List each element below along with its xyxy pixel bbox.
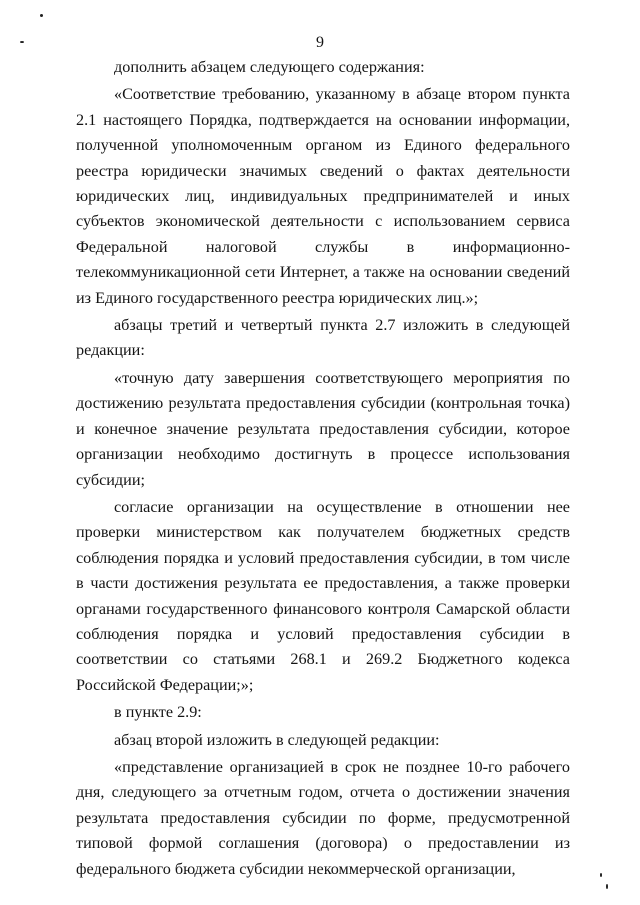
paragraph: абзац второй изложить в следующей редакции: [114,730,440,749]
paragraph: «Соответствие требованию, указанному в абзаце втором пункта 2.1 настоящего Порядка, подтверждается на основании информации, полученной уполномоченным органом из Единого федерального реестра юридически значимых сведений о фактах деятельности юридических лиц, индивидуальных предпринимателей и иных субъектов экономической деятельности с использованием сервиса Федеральной налоговой службы в информационно-телекоммуникационной сети Интернет, а также на основании сведений из Единого государственного реестра юридических лиц.»; [76,85,570,307]
paragraph: «представление организацией в срок не позднее 10-го рабочего дня, следующего за отчетным годом, отчета о достижении значения результата предоставления субсидии по форме, предусмотренной типовой формой соглашения (договора) о предоставлении из федерального бюджета субсидии некоммерческой организации, [76,757,570,878]
scan-speck [40,14,43,17]
page-number: 9 [316,34,324,51]
paragraph: дополнить абзацем следующего содержания: [114,58,425,76]
paragraph: в пункте 2.9: [114,703,202,722]
paragraph: абзацы третий и четвертый пункта 2.7 изложить в следующей редакции: [76,316,570,360]
scan-speck [606,884,608,889]
paragraph: «точную дату завершения соответствующего мероприятия по достижению результата предоставления субсидии (контрольная точка) и конечное значение результата предоставления субсидии, которое организации необходимо достигнуть в процессе использования субсидии; [76,368,570,489]
scan-speck [600,873,602,877]
document-body [76,55,570,882]
paragraph: согласие организации на осуществление в отношении нее проверки министерством как получателем бюджетных средств соблюдения порядка и условий предоставления субсидии, в том числе в части достижения результата ее предоставления, а также проверки органами государственного финансового контроля Самарской области соблюдения порядка и условий предоставления субсидии в соответствии со статьями 268.1 и 269.2 Бюджетного кодекса Российской Федерации;»; [76,497,570,694]
scan-speck [20,41,24,43]
